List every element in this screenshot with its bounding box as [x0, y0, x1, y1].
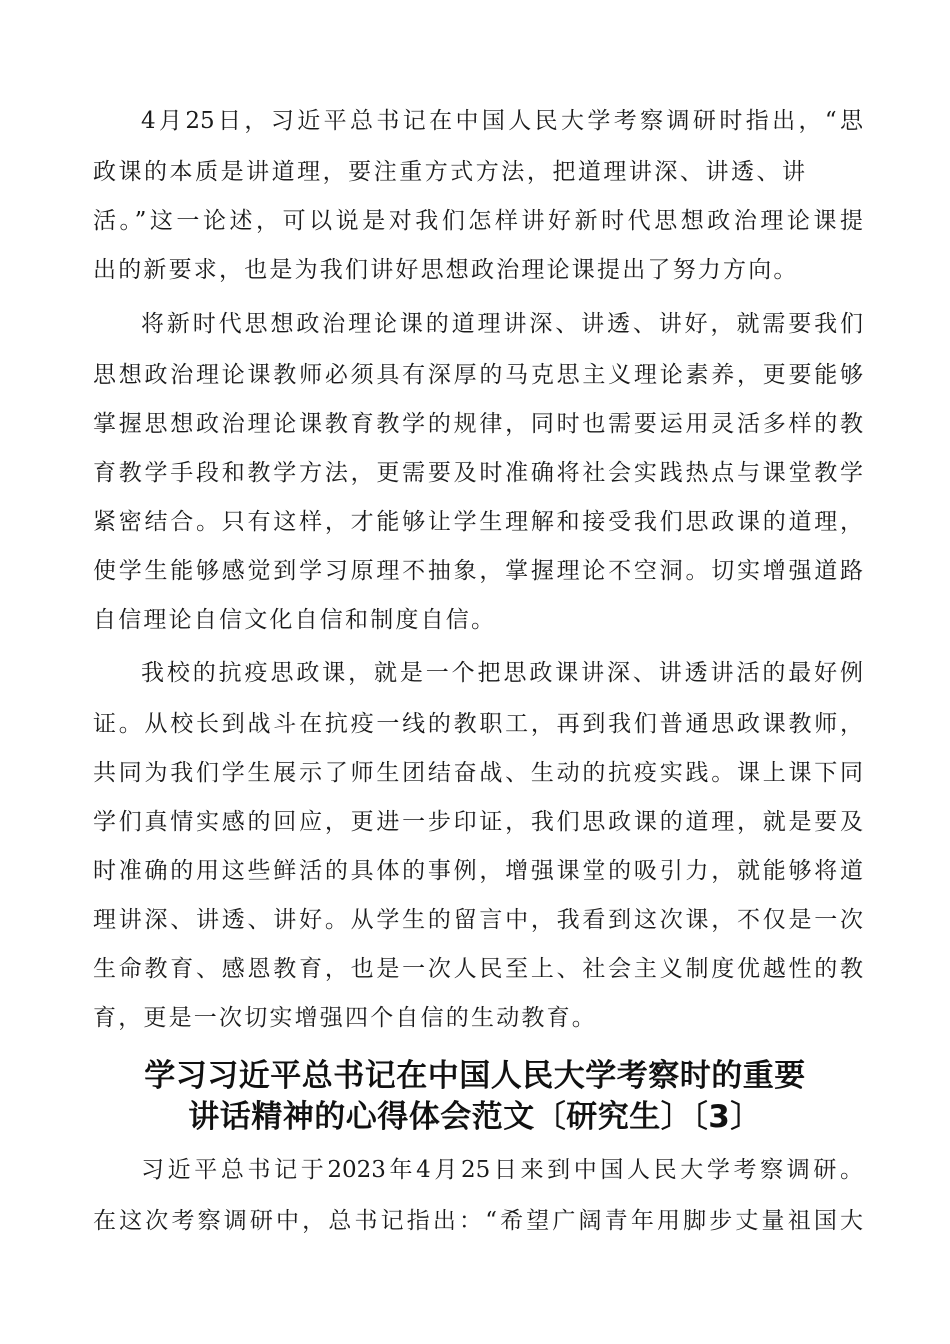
paragraph-3-line-2: 证。从校长到战斗在抗疫一线的教职工，再到我们普通思政课教师， [93, 711, 863, 737]
paragraph-4-line-1: 习近平总书记于2023年4月25日来到中国人民大学考察调研。 [141, 1157, 863, 1183]
paragraph-2-line-7: 自信理论自信文化自信和制度自信。 [93, 607, 497, 633]
paragraph-1-line-4: 出的新要求，也是为我们讲好思想政治理论课提出了努力方向。 [93, 257, 799, 283]
paragraph-2-line-3: 掌握思想政治理论课教育教学的规律，同时也需要运用灵活多样的教 [93, 411, 863, 437]
section-heading-line-2: 讲话精神的心得体会范文〔研究生〕〔3〕 [188, 1099, 762, 1135]
section-heading-line-1: 学习习近平总书记在中国人民大学考察时的重要 [144, 1058, 806, 1094]
paragraph-3-line-5: 时准确的用这些鲜活的具体的事例，增强课堂的吸引力，就能够将道 [93, 858, 863, 884]
paragraph-3-line-1: 我校的抗疫思政课，就是一个把思政课讲深、讲透讲活的最好例 [141, 660, 863, 686]
paragraph-2-line-4: 育教学手段和教学方法，更需要及时准确将社会实践热点与课堂教学 [93, 460, 863, 486]
paragraph-3-line-7: 生命教育、感恩教育，也是一次人民至上、社会主义制度优越性的教 [93, 956, 863, 982]
paragraph-1-line-2: 政课的本质是讲道理，要注重方式方法，把道理讲深、讲透、讲 [93, 159, 805, 185]
paragraph-2-line-1: 将新时代思想政治理论课的道理讲深、讲透、讲好，就需要我们 [141, 311, 863, 337]
paragraph-2-line-5: 紧密结合。只有这样，才能够让学生理解和接受我们思政课的道理， [93, 509, 863, 535]
paragraph-3-line-6: 理讲深、讲透、讲好。从学生的留言中，我看到这次课，不仅是一次 [93, 907, 863, 933]
paragraph-3-line-3: 共同为我们学生展示了师生团结奋战、生动的抗疫实践。课上课下同 [93, 760, 863, 786]
paragraph-3-line-4: 学们真情实感的回应，更进一步印证，我们思政课的道理，就是要及 [93, 809, 863, 835]
paragraph-3-line-8: 育，更是一次切实增强四个自信的生动教育。 [93, 1005, 597, 1031]
paragraph-2-line-6: 使学生能够感觉到学习原理不抽象，掌握理论不空洞。切实增强道路 [93, 558, 863, 584]
paragraph-1-line-1: 4月25日，习近平总书记在中国人民大学考察调研时指出，“思 [141, 108, 863, 134]
paragraph-1-line-3: 活。”这一论述，可以说是对我们怎样讲好新时代思想政治理论课提 [93, 208, 863, 234]
paragraph-2-line-2: 思想政治理论课教师必须具有深厚的马克思主义理论素养，更要能够 [93, 362, 863, 388]
paragraph-4-line-2: 在这次考察调研中，总书记指出：“希望广阔青年用脚步丈量祖国大 [93, 1208, 863, 1234]
